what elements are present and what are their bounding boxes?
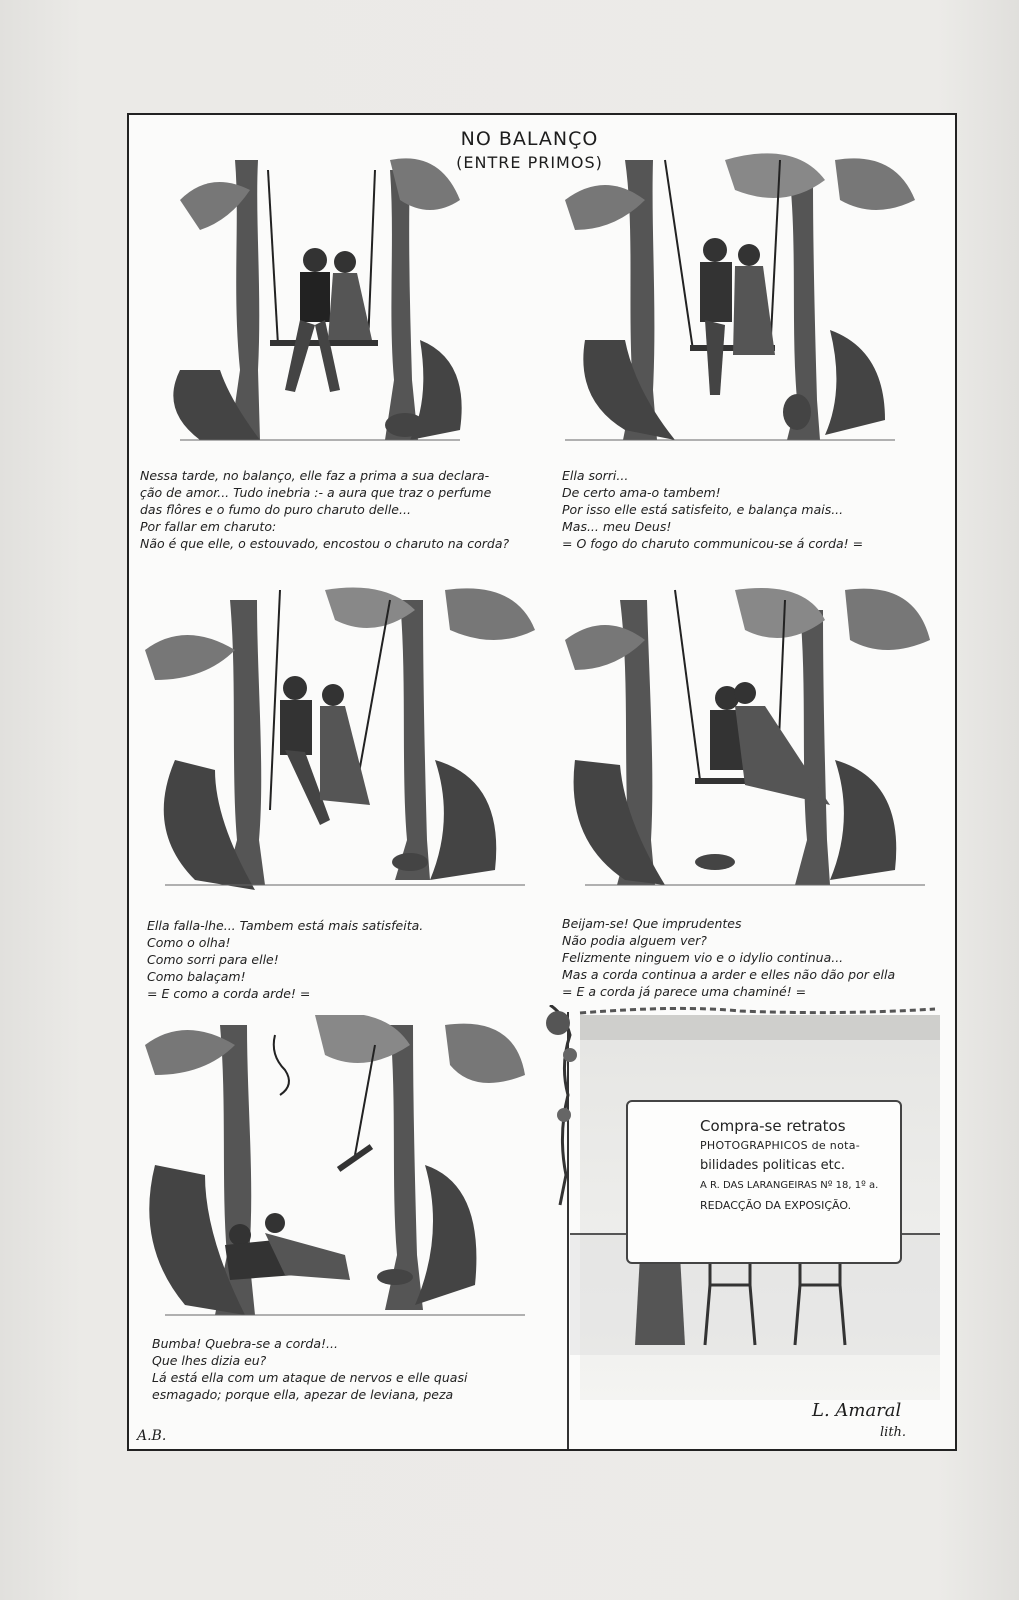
panel-1-illustration (140, 140, 480, 455)
caption-line: De certo ama-o tambem! (562, 485, 721, 500)
ad-line-3: bilidades politicas etc. (700, 1158, 845, 1173)
caption-line: das flôres e o fumo do puro charuto delle... (140, 502, 411, 517)
title-sub: (ENTRE PRIMOS) (456, 153, 603, 172)
panel-1-caption (140, 467, 509, 552)
panel-4-illustration (565, 580, 935, 900)
caption-line: ção de amor... Tudo inebria :- a aura que traz o perfume (140, 485, 492, 500)
ad-line-1: Compra-se retratos (700, 1117, 846, 1135)
panel-3-illustration (145, 580, 545, 900)
caption-line: Lá está ella com um ataque de nervos e elle quasi (152, 1370, 468, 1385)
panel-5-illustration (145, 1015, 540, 1330)
lith-mark: lith. (880, 1425, 907, 1440)
caption-line: Como o olha! (147, 935, 231, 950)
artist-signature: L. Amaral (812, 1400, 902, 1421)
title-main: NO BALANÇO (460, 128, 599, 150)
caption-line: Mas a corda continua a arder e elles não dão por ella (562, 967, 896, 982)
caption-line: esmagado; porque ella, apezar de leviana, peza (152, 1387, 454, 1402)
caption-line: Ella falla-lhe... Tambem está mais satisfeita. (147, 918, 424, 933)
caption-line: Ella sorri... (562, 468, 629, 483)
advertisement-board (626, 1100, 902, 1264)
ad-line-5: REDACÇÃO DA EXPOSIÇÃO. (700, 1199, 852, 1212)
caption-line: Felizmente ninguem vio e o idylio continua... (562, 950, 844, 965)
caption-line: Como sorri para elle! (147, 952, 279, 967)
caption-line: Mas... meu Deus! (562, 519, 672, 534)
panel-2-illustration (565, 140, 925, 455)
caption-line: Que lhes dizia eu? (152, 1353, 267, 1368)
caption-line: Beijam-se! Que imprudentes (562, 916, 742, 931)
caption-line: Por fallar em charuto: (140, 519, 277, 534)
caption-line: Nessa tarde, no balanço, elle faz a prima a sua declara- (140, 468, 490, 483)
caption-line: Como balaçam! (147, 969, 246, 984)
caption-line: = O fogo do charuto communicou-se á corda! = (562, 536, 864, 551)
caption-line: Por isso elle está satisfeito, e balança mais... (562, 502, 844, 517)
ad-line-2: PHOTOGRAPHICOS de nota- (700, 1139, 861, 1152)
caption-line: Não podia alguem ver? (562, 933, 707, 948)
advertisement-text (700, 1116, 896, 1216)
panel-2-caption (562, 467, 863, 552)
artist-initials: A.B. (137, 1428, 167, 1444)
panel-4-caption (562, 915, 895, 1000)
caption-line: Bumba! Quebra-se a corda!... (152, 1336, 338, 1351)
caption-line: Não é que elle, o estouvado, encostou o charuto na corda? (140, 536, 510, 551)
caption-line: = E a corda já parece uma chaminé! = (562, 984, 807, 999)
panel-5-caption (152, 1335, 467, 1403)
caption-line: = E como a corda arde! = (147, 986, 311, 1001)
panel-3-caption (147, 917, 423, 1002)
ad-line-4: A R. DAS LARANGEIRAS Nº 18, 1º a. (700, 1180, 879, 1191)
